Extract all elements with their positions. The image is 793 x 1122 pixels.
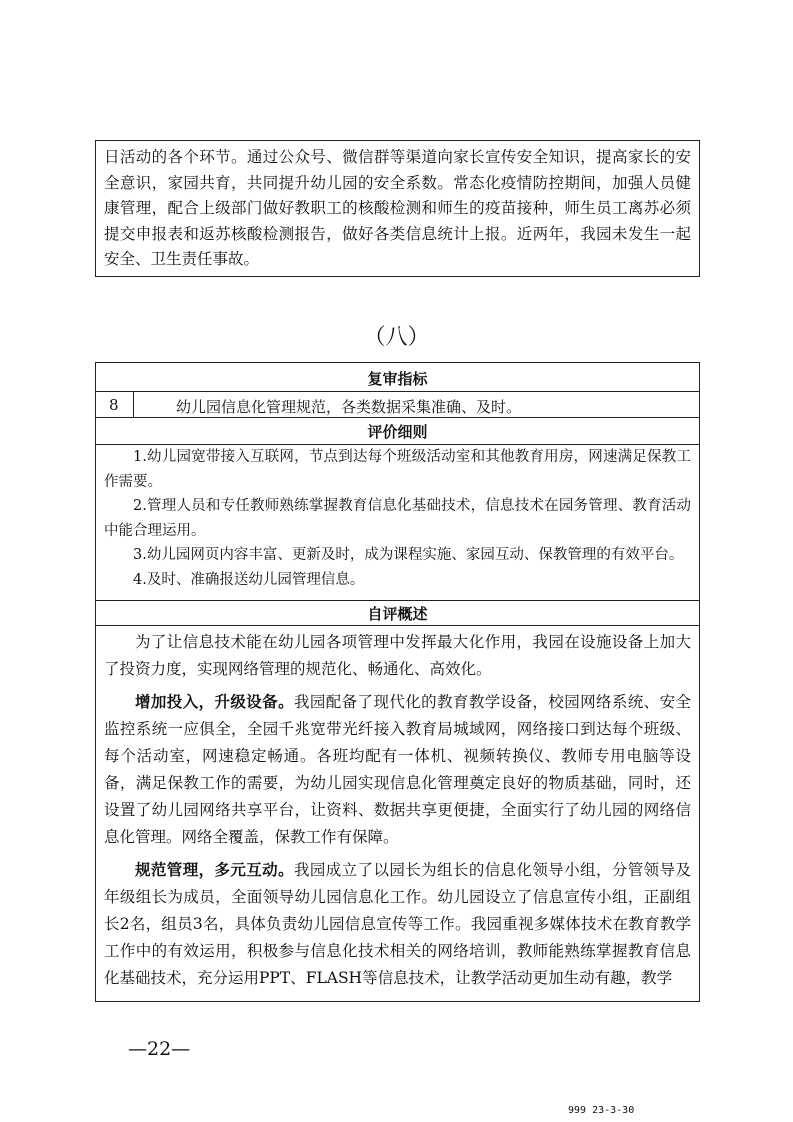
criteria-header: 评价细则 bbox=[367, 423, 428, 441]
evaluation-table bbox=[95, 362, 700, 1002]
criteria-item: 4.及时、准确报送幼儿园管理信息。 bbox=[133, 571, 365, 588]
index-number-divider bbox=[133, 391, 134, 417]
top-text-box bbox=[95, 140, 700, 277]
self-eval-intro: 为了让信息技术能在幼儿园各项管理中发挥最大化作用，我园在设施设备上加大了投资力度，实现网络管理的规范化、畅通化、高效化。 bbox=[104, 633, 691, 678]
section-title: （八） bbox=[363, 325, 430, 350]
top-paragraph: 日活动的各个环节。通过公众号、微信群等渠道向家长宣传安全知识，提高家长的安全意识，家园共育，共同提升幼儿园的安全系数。常态化疫情防控期间，加强人员健康管理，配合上级部门做好教职工的核酸检测和师生的疫苗接种，师生员工离苏必须提交申报表和返苏核酸检测报告，做好各类信息统计上报。近两年，我园未发生一起安全、卫生责任事故。 bbox=[104, 148, 691, 269]
criteria-list bbox=[104, 445, 691, 592]
self-eval-header: 自评概述 bbox=[367, 605, 428, 623]
index-number: 8 bbox=[109, 396, 119, 414]
page-number: —22— bbox=[128, 1038, 191, 1060]
print-stamp: 999 23-3-30 bbox=[568, 1105, 635, 1116]
review-header: 复审指标 bbox=[367, 370, 428, 388]
self-eval-paragraph-1 bbox=[104, 689, 691, 851]
divider bbox=[96, 600, 699, 601]
criteria-item: 1.幼儿园宽带接入互联网，节点到达每个班级活动室和其他教育用房，网速满足保教工作需要。 bbox=[104, 449, 691, 490]
divider bbox=[96, 391, 699, 392]
divider bbox=[96, 417, 699, 418]
self-eval-body bbox=[104, 629, 691, 992]
criteria-item: 2.管理人员和专任教师熟练掌握教育信息化基础技术，信息技术在园务管理、教育活动中能合理运用。 bbox=[104, 498, 691, 539]
paragraph-2-body: 我园成立了以园长为组长的信息化领导小组，分管领导及年级组长为成员，全面领导幼儿园信息化工作。幼儿园设立了信息宣传小组，正副组长2名，组员3名，具体负责幼儿园信息宣传等工作。我园重视多媒体技术在教育教学工作中的有效运用，积极参与信息化技术相关的网络培训，教师能熟练掌握教育信息化基础技术，充分运用PPT、FLASH等信息技术，让教学活动更加生动有趣，教学 bbox=[104, 861, 691, 987]
paragraph-2-title: 规范管理，多元互动。 bbox=[135, 861, 294, 879]
self-eval-paragraph-2 bbox=[104, 857, 691, 992]
divider bbox=[96, 625, 699, 626]
index-text: 幼儿园信息化管理规范，各类数据采集准确、及时。 bbox=[176, 398, 522, 416]
criteria-item: 3.幼儿园网页内容丰富、更新及时，成为课程实施、家园互动、保教管理的有效平台。 bbox=[133, 547, 684, 563]
paragraph-1-body: 我园配备了现代化的教育教学设备，校园网络系统、安全监控系统一应俱全，全园千兆宽带光纤接入教育局城域网，网络接口到达每个班级、每个活动室，网速稳定畅通。各班均配有一体机、视频转换仪、教师专用电脑等设备，满足保教工作的需要，为幼儿园实现信息化管理奠定良好的物质基础，同时，还设置了幼儿园网络共享平台，让资料、数据共享更便捷，全面实行了幼儿园的网络信息化管理。网络全覆盖，保教工作有保障。 bbox=[104, 693, 691, 846]
paragraph-1-title: 增加投入，升级设备。 bbox=[135, 693, 294, 711]
